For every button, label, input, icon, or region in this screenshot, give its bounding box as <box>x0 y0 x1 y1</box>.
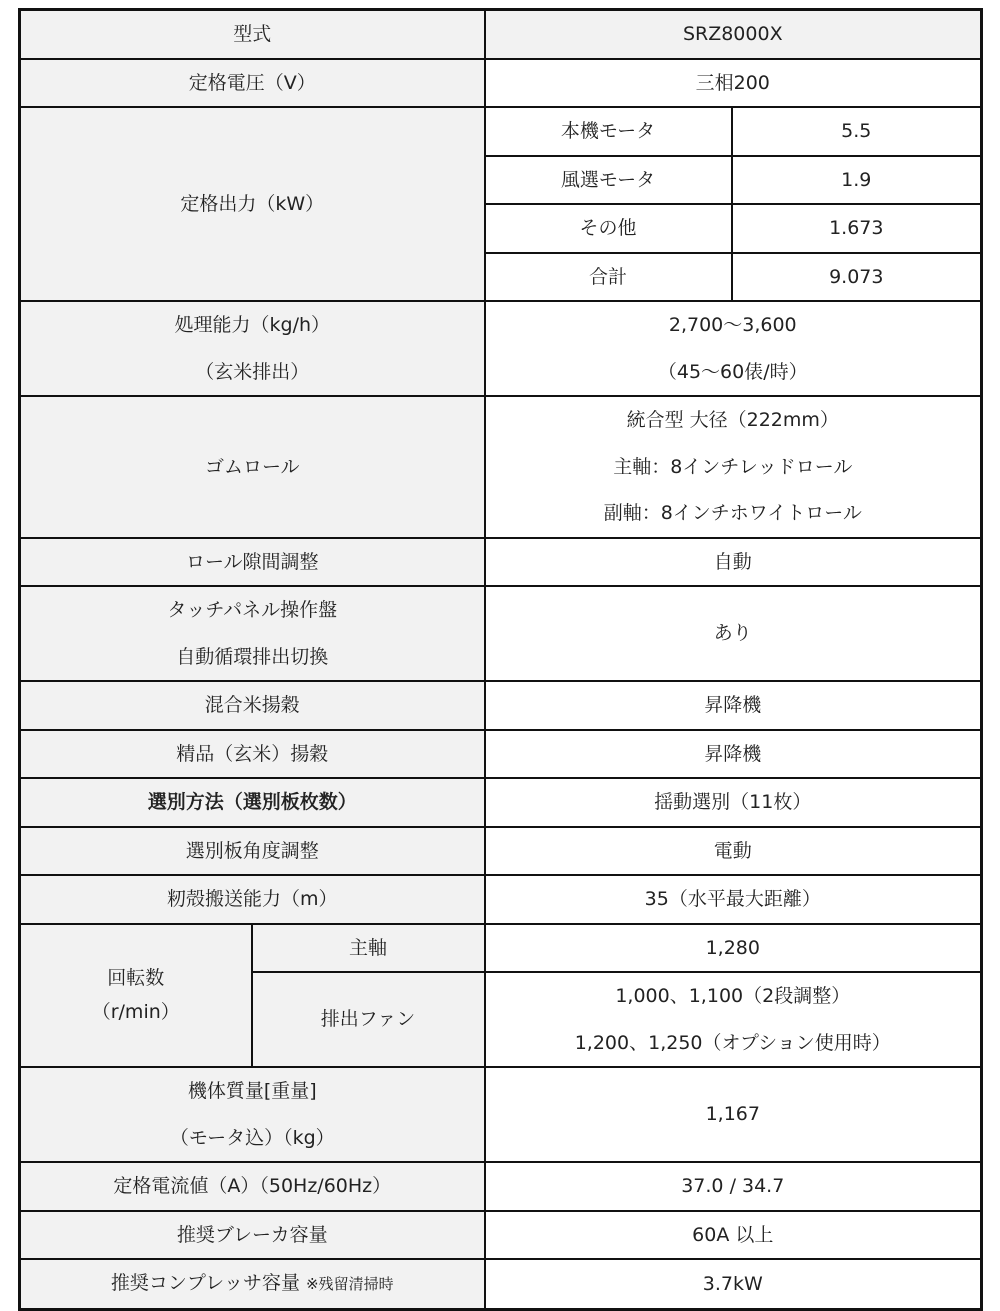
label-mass <box>20 1067 485 1162</box>
value-model: SRZ8000X <box>485 10 982 59</box>
label-plate-angle: 選別板角度調整 <box>20 827 485 876</box>
table-row <box>20 875 982 924</box>
value-line: 副軸：8インチホワイトロール <box>603 502 862 524</box>
label-line: （r/min） <box>91 1001 180 1024</box>
label-sorting: 選別方法（選別板枚数） <box>20 778 485 827</box>
label-voltage: 定格電圧（V） <box>20 59 485 108</box>
table-row <box>20 1067 982 1162</box>
table-row <box>20 924 982 973</box>
value-product: 昇降機 <box>485 730 982 779</box>
value-voltage: 三相200 <box>485 59 982 108</box>
table-row <box>20 778 982 827</box>
value-current: 37.0 / 34.7 <box>485 1162 982 1211</box>
table-row <box>20 730 982 779</box>
value-rubber-roll <box>485 396 982 538</box>
value-breaker: 60A 以上 <box>485 1211 982 1260</box>
table-row <box>20 1162 982 1211</box>
value-plate-angle: 電動 <box>485 827 982 876</box>
table-row <box>20 681 982 730</box>
value-sorting: 揺動選別（11枚） <box>485 778 982 827</box>
value-line: 主軸：8インチレッドロール <box>613 455 853 478</box>
spec-table <box>18 8 983 1311</box>
value-line: 2,700～3,600 <box>668 314 797 336</box>
value-rpm-fan <box>485 972 982 1067</box>
value-roll-gap: 自動 <box>485 538 982 587</box>
value-compressor: 3.7kW <box>485 1259 982 1309</box>
label-rpm-fan: 排出ファン <box>252 972 485 1067</box>
label-line: 処理能力（kg/h） <box>174 314 331 336</box>
output-item-label: その他 <box>485 204 732 253</box>
label-breaker: 推奨ブレーカ容量 <box>20 1211 485 1260</box>
label-output: 定格出力（kW） <box>20 107 485 301</box>
output-item-value: 5.5 <box>732 107 982 156</box>
value-mass: 1,167 <box>485 1067 982 1162</box>
value-touch-panel: あり <box>485 586 982 681</box>
label-roll-gap: ロール隙間調整 <box>20 538 485 587</box>
output-item-label: 合計 <box>485 253 732 302</box>
compressor-label: 推奨コンプレッサ容量 <box>110 1272 300 1294</box>
table-row <box>20 301 982 396</box>
output-item-label: 風選モータ <box>485 156 732 205</box>
value-capacity <box>485 301 982 396</box>
label-rubber-roll: ゴムロール <box>20 396 485 538</box>
label-touch-panel <box>20 586 485 681</box>
table-row <box>20 10 982 59</box>
value-line: （45～60俵/時） <box>657 360 808 383</box>
table-row <box>20 59 982 108</box>
label-line: 回転数 <box>107 967 165 990</box>
table-row <box>20 1259 982 1309</box>
value-rpm-main: 1,280 <box>485 924 982 973</box>
label-line: （玄米排出） <box>195 360 310 383</box>
value-line: 統合型 大径（222mm） <box>626 409 839 431</box>
label-mixed-rice: 混合米揚穀 <box>20 681 485 730</box>
value-mixed-rice: 昇降機 <box>485 681 982 730</box>
label-rpm <box>20 924 252 1068</box>
output-item-label: 本機モータ <box>485 107 732 156</box>
label-current: 定格電流値（A）（50Hz/60Hz） <box>20 1162 485 1211</box>
label-capacity <box>20 301 485 396</box>
value-husk: 35（水平最大距離） <box>485 875 982 924</box>
value-line: 1,000、1,100（2段調整） <box>615 985 851 1007</box>
label-line: 機体質量[重量] <box>187 1080 317 1102</box>
table-row <box>20 107 982 156</box>
label-rpm-main: 主軸 <box>252 924 485 973</box>
label-compressor <box>20 1259 485 1309</box>
label-line: 自動循環排出切換 <box>176 645 329 668</box>
label-line: （モータ込）（kg） <box>169 1126 335 1149</box>
output-item-value: 1.9 <box>732 156 982 205</box>
label-line: タッチパネル操作盤 <box>167 599 338 621</box>
table-row <box>20 1211 982 1260</box>
label-product: 精品（玄米）揚穀 <box>20 730 485 779</box>
label-model: 型式 <box>20 10 485 59</box>
table-row <box>20 538 982 587</box>
table-row <box>20 827 982 876</box>
output-item-value: 1.673 <box>732 204 982 253</box>
table-row <box>20 396 982 538</box>
value-line: 1,200、1,250（オプション使用時） <box>574 1031 891 1054</box>
table-row <box>20 586 982 681</box>
output-item-value: 9.073 <box>732 253 982 302</box>
compressor-note: ※残留清掃時 <box>306 1275 394 1293</box>
label-husk: 籾殻搬送能力（m） <box>20 875 485 924</box>
